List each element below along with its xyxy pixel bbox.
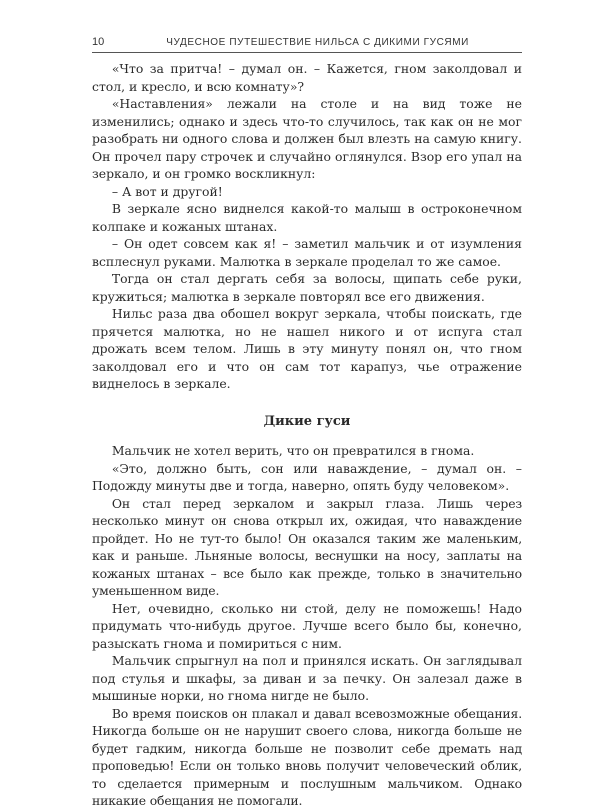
paragraph: Нет, очевидно, сколько ни стой, делу не поможешь! Надо придумать что-нибудь другое. Лучше всего было бы, конечно, разыскать гнома и помириться с ним.: [92, 600, 522, 651]
page-body: [92, 60, 522, 810]
paragraph: В зеркале ясно виднелся какой-то малыш в остроконечном колпаке и кожаных штанах.: [92, 201, 522, 234]
page-number: 10: [92, 36, 105, 48]
paragraph: «Это, должно быть, сон или наваждение, – думал он. – Подожду минуты две и тогда, наверно, опять буду человеком».: [92, 460, 522, 493]
paragraph: «Наставления» лежали на столе и на вид тоже не изменились; однако и здесь что-то случилось, так как он не мог разобрать ни одного слова и должен был влезть на самую книгу. Он прочел пару строчек и случайно оглянулся. Взор его упал на зеркало, и он громко воскликнул:: [92, 96, 522, 181]
paragraph: Мальчик не хотел верить, что он превратился в гнома.: [111, 443, 475, 458]
paragraph: Во время поисков он плакал и давал всевозможные обещания. Никогда больше он не нарушит своего слова, никогда больше не будет гадким, никогда больше не позволит себе дремать над проповедью! Если он только вновь получит человеческий облик, то сделается примерным и послушным мальчиком. Однако никакие обещания не помогали.: [92, 705, 522, 808]
paragraph: «Что за притча! – думал он. – Кажется, гном заколдовал и стол, и кресло, и всю комнату»?: [92, 61, 522, 94]
running-title: ЧУДЕСНОЕ ПУТЕШЕСТВИЕ НИЛЬСА С ДИКИМИ ГУСЯМИ: [166, 37, 469, 48]
page-header: [92, 36, 522, 53]
paragraph: – Он одет совсем как я! – заметил мальчик и от изумления всплеснул руками. Малютка в зеркале проделал то же самое.: [92, 236, 522, 269]
paragraph: Мальчик спрыгнул на пол и принялся искать. Он заглядывал под стулья и шкафы, за диван и за печку. Он залезал даже в мышиные норки, но гнома нигде не было.: [92, 653, 522, 703]
section-title: Дикие гуси: [263, 413, 351, 429]
paragraph: Тогда он стал дергать себя за волосы, щипать себе руки, кружиться; малютка в зеркале повторял все его движения.: [92, 271, 522, 304]
paragraph: Он стал перед зеркалом и закрыл глаза. Лишь через несколько минут он снова открыл их, ожидая, что наваждение пройдет. Но не тут-то было! Он оказался таким же маленьким, как и раньше. Льняные волосы, веснушки на носу, заплаты на кожаных штанах – все было как прежде, только в значительно уменьшенном виде.: [92, 495, 522, 598]
paragraph: Нильс раза два обошел вокруг зеркала, чтобы поискать, где прячется малютка, но не нашел никого и от испуга стал дрожать всем телом. Лишь в эту минуту понял он, что гном заколдовал его и что он сам тот карапуз, чье отражение виднелось в зеркале.: [92, 306, 522, 391]
paragraph: – А вот и другой!: [111, 183, 223, 199]
